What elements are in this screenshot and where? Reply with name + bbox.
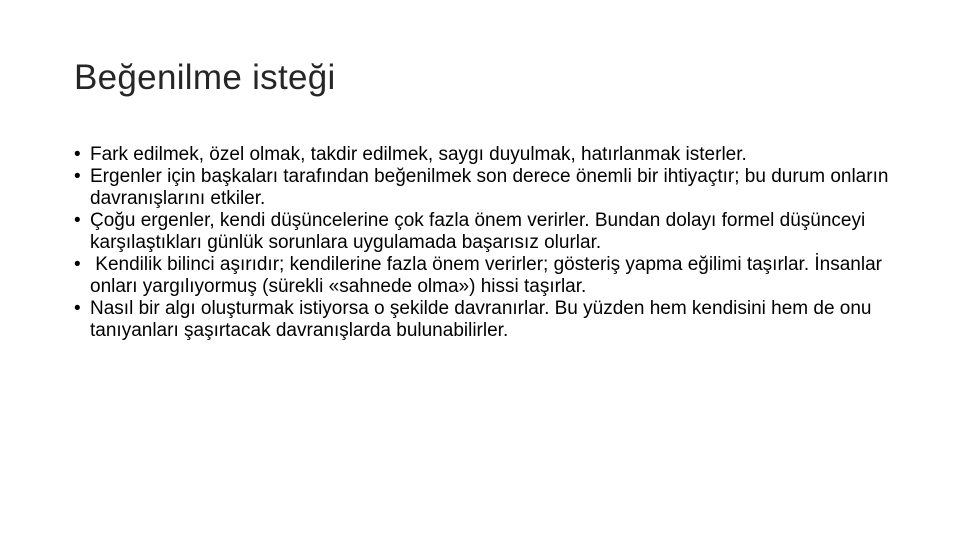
bullet-text: Kendilik bilinci aşırıdır; kendilerine fazla önem verirler; gösteriş yapma eğilimi taşırlar. İnsanlar onları yargılıyormuş (sürekli «sahnede olma») hissi taşırlar. xyxy=(90,254,888,297)
bullet-icon: • xyxy=(74,210,81,231)
bullet-item xyxy=(74,254,890,298)
bullet-item xyxy=(74,210,890,254)
slide-title: Beğenilme isteği xyxy=(74,58,336,97)
bullet-item xyxy=(74,144,890,166)
bullet-text: Çoğu ergenler, kendi düşüncelerine çok fazla önem verirler. Bundan dolayı formel düşünceyi karşılaştıkları günlük sorunlara uygulamada başarısız olurlar. xyxy=(90,210,866,253)
bullet-icon: • xyxy=(74,166,81,187)
bullet-list xyxy=(74,144,890,342)
bullet-item xyxy=(74,166,890,210)
bullet-item xyxy=(74,298,890,342)
bullet-icon: • xyxy=(74,254,81,275)
bullet-text: Fark edilmek, özel olmak, takdir edilmek, saygı duyulmak, hatırlanmak isterler. xyxy=(90,144,747,165)
bullet-icon: • xyxy=(74,298,81,319)
bullet-icon: • xyxy=(74,144,81,165)
bullet-text: Nasıl bir algı oluşturmak istiyorsa o şekilde davranırlar. Bu yüzden hem kendisini hem de onu tanıyanları şaşırtacak davranışlarda bulunabilirler. xyxy=(90,298,872,341)
bullet-text: Ergenler için başkaları tarafından beğenilmek son derece önemli bir ihtiyaçtır; bu durum onların davranışlarını etkiler. xyxy=(90,166,889,209)
